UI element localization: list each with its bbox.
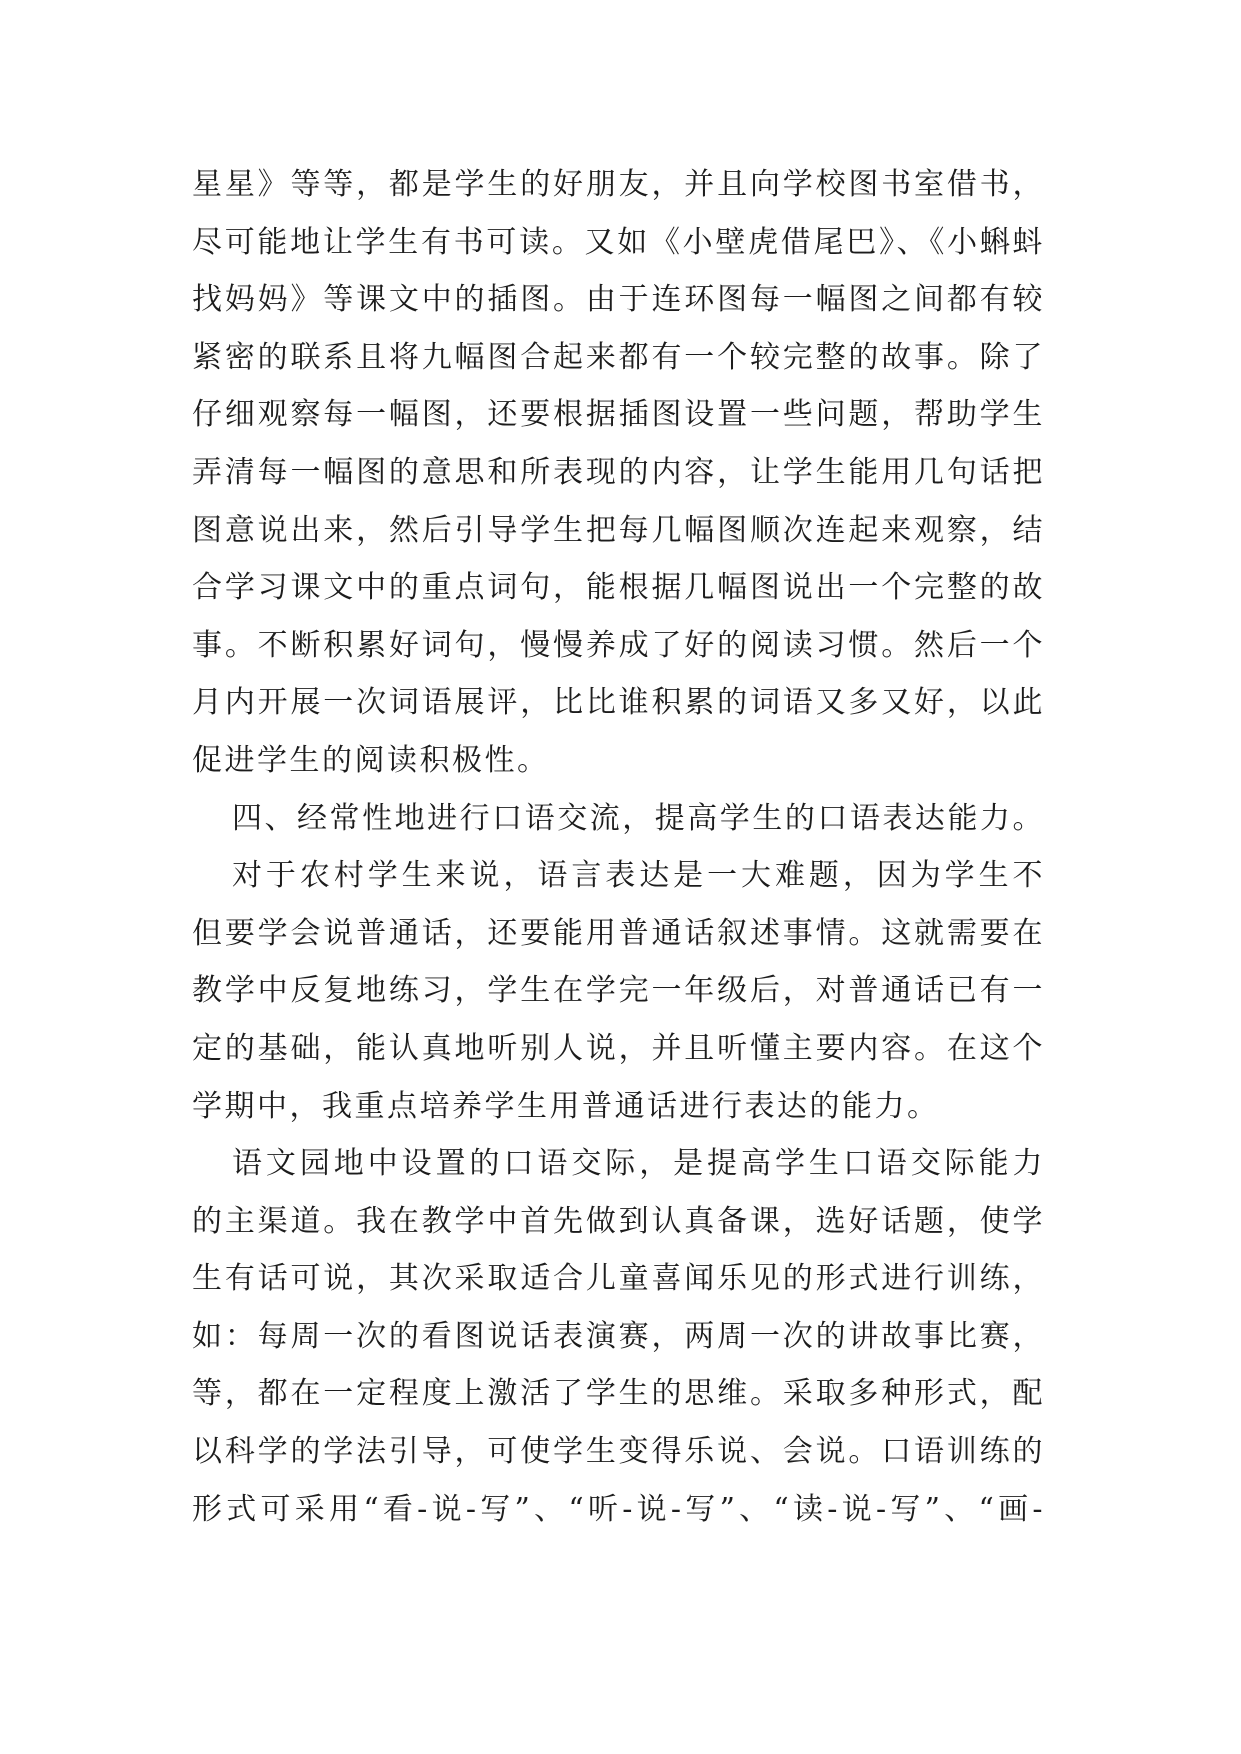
- text-line: 紧密的联系且将九幅图合起来都有一个较完整的故事。除了: [192, 339, 1045, 375]
- text-line: 语文园地中设置的口语交际，是提高学生口语交际能力: [232, 1146, 1045, 1182]
- text-line: 但要学会说普通话，还要能用普通话叙述事情。这就需要在: [192, 915, 1045, 951]
- text-line: 找妈妈》等课文中的插图。由于连环图每一幅图之间都有较: [192, 282, 1045, 318]
- document-page-body: [192, 156, 1045, 1538]
- text-line: 合学习课文中的重点词句，能根据几幅图说出一个完整的故: [192, 570, 1045, 606]
- heading-line: 四、经常性地进行口语交流，提高学生的口语表达能力。: [232, 800, 1045, 836]
- text-line: 促进学生的阅读积极性。: [192, 742, 550, 778]
- text-line: 定的基础，能认真地听别人说，并且听懂主要内容。在这个: [192, 1030, 1045, 1066]
- text-line: 弄清每一幅图的意思和所表现的内容，让学生能用几句话把: [192, 454, 1045, 490]
- paragraph: [192, 847, 1045, 1135]
- text-line: 生有话可说，其次采取适合儿童喜闻乐见的形式进行训练，: [192, 1261, 1045, 1297]
- text-line: 月内开展一次词语展评，比比谁积累的词语又多又好，以此: [192, 685, 1045, 721]
- text-line: 图意说出来，然后引导学生把每几幅图顺次连起来观察，结: [192, 512, 1045, 548]
- text-line: 以科学的学法引导，可使学生变得乐说、会说。口语训练的: [192, 1434, 1045, 1470]
- section-heading: [192, 790, 1045, 848]
- text-line: 的主渠道。我在教学中首先做到认真备课，选好话题，使学: [192, 1203, 1045, 1239]
- text-line: 如：每周一次的看图说话表演赛，两周一次的讲故事比赛，: [192, 1318, 1045, 1354]
- text-line: 星星》等等，都是学生的好朋友，并且向学校图书室借书，: [192, 167, 1045, 202]
- text-line: 等，都在一定程度上激活了学生的思维。采取多种形式，配: [192, 1376, 1045, 1412]
- text-line: 尽可能地让学生有书可读。又如《小壁虎借尾巴》、《小蝌蚪: [192, 224, 1045, 260]
- text-line: 形式可采用“看-说-写”、“听-说-写”、“读-说-写”、“画-: [192, 1491, 1045, 1527]
- text-line: 事。不断积累好词句，慢慢养成了好的阅读习惯。然后一个: [192, 627, 1045, 663]
- paragraph: [192, 1135, 1045, 1538]
- text-line: 学期中，我重点培养学生用普通话进行表达的能力。: [192, 1088, 940, 1124]
- text-line: 教学中反复地练习，学生在学完一年级后，对普通话已有一: [192, 973, 1045, 1009]
- text-line: 仔细观察每一幅图，还要根据插图设置一些问题，帮助学生: [192, 397, 1045, 433]
- text-line: 对于农村学生来说，语言表达是一大难题，因为学生不: [232, 858, 1045, 894]
- paragraph-continued: [192, 156, 1045, 790]
